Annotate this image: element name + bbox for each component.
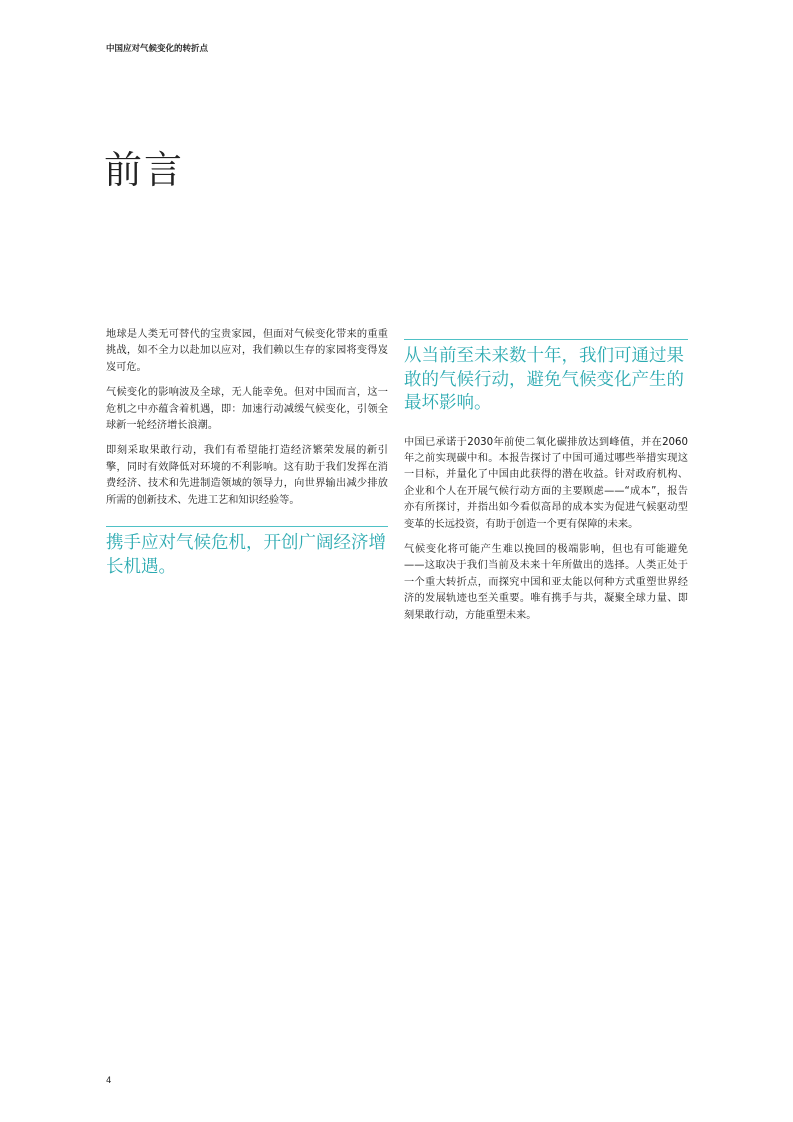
body-paragraph: 中国已承诺于2030年前使二氧化碳排放达到峰值，并在2060年之前实现碳中和。本报告探讨了中国可通过哪些举措实现这一目标，并量化了中国由此获得的潜在收益。针对政府机构、企业和个人在开展气候行动方面的主要顾虑——“成本”，报告亦有所探讨，并指出如今看似高昂的成本实为促进气候驱动型变革的长远投资，有助于创造一个更有保障的未来。 — [404, 436, 688, 530]
right-column — [404, 339, 688, 633]
body-paragraph: 气候变化的影响波及全球，无人能幸免。但对中国而言，这一危机之中亦蕴含着机遇，即：加速行动减缓气候变化，引领全球新一轮经济增长浪潮。 — [106, 387, 388, 432]
page-number: 4 — [106, 1076, 112, 1086]
body-paragraph: 即刻采取果敢行动，我们有希望能打造经济繁荣发展的新引擎，同时有效降低对环境的不利影响。这有助于我们发挥在消费经济、技术和先进制造领域的领导力，向世界输出减少排放所需的创新技术、先进工艺和知识经验等。 — [106, 445, 388, 506]
pull-quote-block — [404, 339, 688, 416]
pull-quote: 携手应对气候危机，开创广阔经济增长机遇。 — [106, 533, 386, 577]
left-column — [106, 327, 388, 579]
running-header: 中国应对气候变化的转折点 — [106, 44, 209, 54]
pull-quote: 从当前至未来数十年，我们可通过果敢的气候行动，避免气候变化产生的最坏影响。 — [404, 346, 684, 413]
body-paragraph: 气候变化将可能产生难以挽回的极端影响，但也有可能避免——这取决于我们当前及未来十年所做出的选择。人类正处于一个重大转折点，而探究中国和亚太能以何种方式重塑世界经济的发展轨迹也至关重要。唯有携手与共，凝聚全球力量、即刻果敢行动，方能重塑未来。 — [404, 543, 688, 621]
pull-quote-rule — [404, 339, 688, 340]
pull-quote-rule — [106, 526, 388, 527]
body-paragraph: 地球是人类无可替代的宝贵家园，但面对气候变化带来的重重挑战，如不全力以赴加以应对，我们赖以生存的家园将变得岌岌可危。 — [106, 329, 388, 373]
pull-quote-block — [106, 526, 388, 579]
page-title: 前言 — [104, 148, 185, 192]
